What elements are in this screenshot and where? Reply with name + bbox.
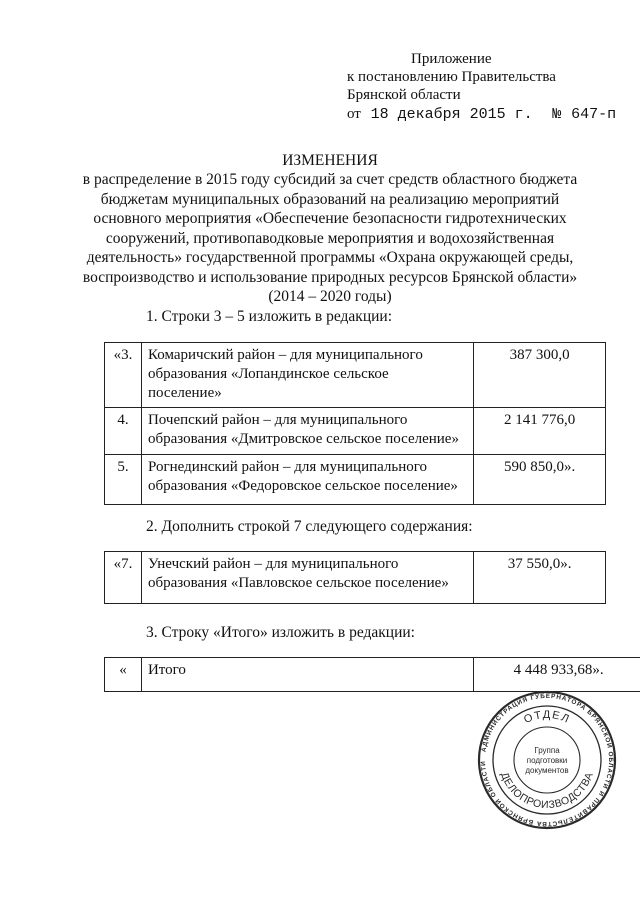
row-amount: 2 141 776,0 [474, 408, 606, 455]
row-number: « [105, 658, 142, 692]
title-line: в распределение в 2015 году субсидий за счет средств областного бюджета [82, 171, 578, 188]
section-3-table [104, 657, 640, 692]
row-number: «7. [105, 552, 142, 604]
appendix-label: Приложение [411, 51, 492, 67]
table-row [105, 408, 606, 455]
table-row [105, 455, 606, 505]
section-1-heading: 1. Строки 3 – 5 изложить в редакции: [146, 308, 393, 325]
seal-outer-text: АДМИНИСТРАЦИЯ ГУБЕРНАТОРА БРЯНСКОЙ ОБЛАСТИ И ПРАВИТЕЛЬСТВА БРЯНСКОЙ ОБЛАСТИ [479, 692, 615, 828]
row-name: Унечский район – для муниципального образования «Павловское сельское поселение» [141, 552, 473, 604]
title-description [60, 170, 600, 307]
table-row [105, 658, 640, 692]
row-number: «3. [105, 343, 142, 408]
region-name: Брянской области [347, 87, 461, 103]
decree-date-line [347, 105, 616, 124]
title-line: (2014 – 2020 годы) [268, 288, 392, 305]
table-row [105, 552, 606, 604]
seal-center-line: Группа [534, 746, 560, 755]
title-line: основного мероприятия «Обеспечение безопасности гидротехнических [93, 210, 567, 227]
row-name: Почепский район – для муниципального образования «Дмитровское сельское поселение» [141, 408, 473, 455]
seal-center-line: подготовки [526, 756, 568, 765]
row-amount: 4 448 933,68». [474, 658, 640, 692]
row-number: 4. [105, 408, 142, 455]
number-prefix: № [552, 106, 562, 123]
row-amount: 37 550,0». [474, 552, 606, 604]
row-name: Итого [141, 658, 473, 692]
row-name: Комаричский район – для муниципального образования «Лопандинское сельское поселение» [141, 343, 473, 408]
seal-center-line: документов [525, 766, 569, 775]
title-line: деятельность» государственной программы «Охрана окружающей среды, [86, 249, 574, 266]
title-line: бюджетам муниципальных образований на реализацию мероприятий [100, 190, 560, 208]
table-row [105, 343, 606, 408]
decree-date: 18 декабря 2015 г. [370, 106, 533, 123]
decree-number: 647-п [571, 106, 617, 123]
section-2-table [104, 551, 606, 604]
section-3-heading: 3. Строку «Итого» изложить в редакции: [146, 624, 415, 641]
row-number: 5. [105, 455, 142, 505]
official-seal [477, 690, 617, 830]
row-amount: 387 300,0 [474, 343, 606, 408]
seal-bottom-text: ДЕЛОПРОИЗВОДСТВА [498, 770, 596, 812]
title-line: воспроизводство и использование природных ресурсов Брянской области» [82, 268, 578, 286]
section-1-table [104, 342, 606, 505]
document-title: ИЗМЕНЕНИЯ [282, 152, 378, 169]
seal-top-text: ОТДЕЛ [522, 708, 572, 727]
row-name: Рогнединский район – для муниципального образования «Федоровское сельское поселение» [141, 455, 473, 505]
decree-reference: к постановлению Правительства [347, 69, 556, 85]
title-line: сооружений, противопаводковые мероприятия и водохозяйственная [105, 229, 555, 247]
date-prefix: от [347, 106, 361, 122]
section-2-heading: 2. Дополнить строкой 7 следующего содержания: [146, 518, 473, 535]
row-amount: 590 850,0». [474, 455, 606, 505]
